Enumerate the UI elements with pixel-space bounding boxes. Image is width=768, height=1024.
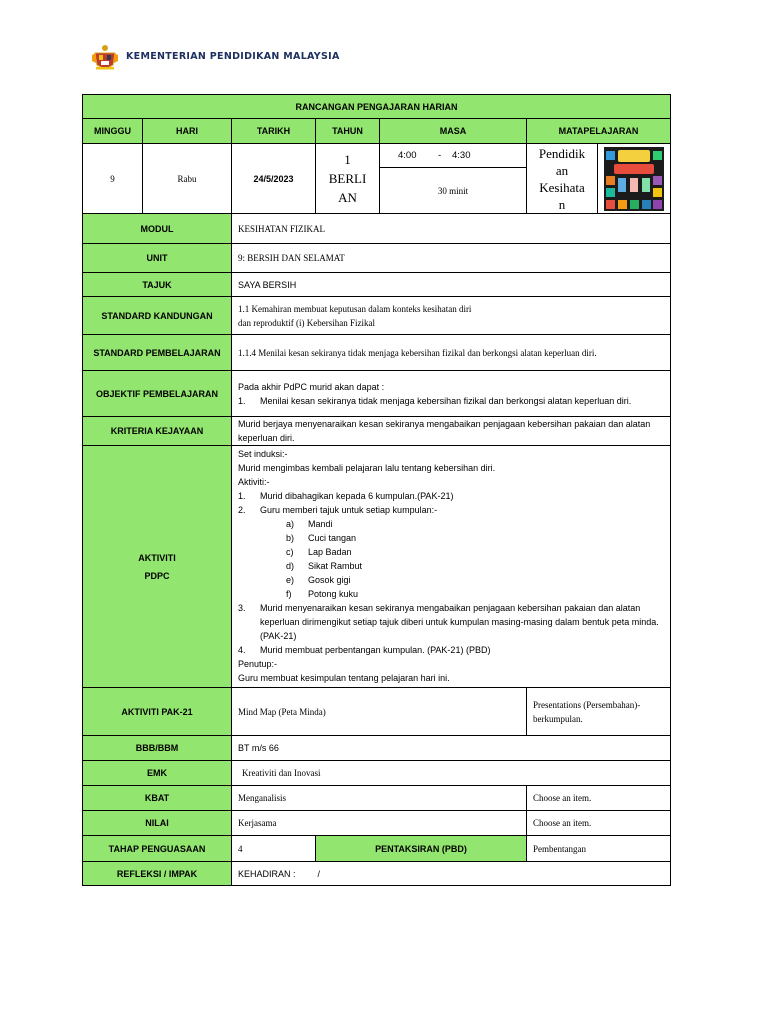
tajuk-value: SAYA BERSIH (232, 273, 671, 297)
tahap-value: 4 (232, 836, 316, 862)
topic-item: b) Cuci tangan (286, 533, 357, 543)
standard-pembelajaran-value: 1.1.4 Menilai kesan sekiranya tidak menjaga kebersihan fizikal dan berkongsi alatan keperluan diri. (232, 335, 671, 371)
refleksi-value: KEHADIRAN : / (232, 862, 671, 886)
pak21-value-a: Mind Map (Peta Minda) (232, 688, 527, 736)
table-title: RANCANGAN PENGAJARAN HARIAN (83, 95, 671, 119)
kbat-value-a: Menganalisis (232, 786, 527, 811)
ministry-name: KEMENTERIAN PENDIDIKAN MALAYSIA (126, 50, 340, 62)
emk-value: Kreativiti dan Inovasi (232, 761, 671, 786)
aktiviti-value: Set induksi:- Murid mengimbas kembali pelajaran lalu tentang kebersihan diri. Aktiviti:- 1. Murid dibahagikan kepada 6 kumpulan.(PAK-21) 2. Guru memberi tajuk untuk setiap kumpulan:- a) Mandi b) Cuci tangan c) Lap Badan d) Sikat Rambut e) Gosok gigi f) Potong kuku 3. Murid menyenaraikan kesan sekiranya mengabaikan penjagaan kebersihan pakaian dan alatan keperluan dirimengikut setiap tajuk diberi untuk kumpulan masing-masing dalam bentuk peta minda. (PAK-21) 4. Murid membuat perbentangan kumpulan. (PAK-21) (PBD) Penutup:- Guru membuat kesimpulan tentang pelajaran hari ini. (232, 446, 671, 688)
label-bbb: BBB/BBM (83, 736, 232, 761)
pak21-value-b: Presentations (Persembahan)-berkumpulan. (527, 688, 671, 736)
label-emk: EMK (83, 761, 232, 786)
bbb-value: BT m/s 66 (232, 736, 671, 761)
unit-value: 9: BERSIH DAN SELAMAT (232, 244, 671, 273)
label-refleksi: REFLEKSI / IMPAK (83, 862, 232, 886)
col-masa: MASA (380, 119, 527, 144)
label-objektif: OBJEKTIF PEMBELAJARAN (83, 371, 232, 417)
col-minggu: MINGGU (83, 119, 143, 144)
label-kbat: KBAT (83, 786, 232, 811)
label-standard-pembelajaran: STANDARD PEMBELAJARAN (83, 335, 232, 371)
label-modul: MODUL (83, 214, 232, 244)
subject-value: Pendidik an Kesihata n (527, 144, 598, 214)
modul-value: KESIHATAN FIZIKAL (232, 214, 671, 244)
minggu-value: 9 (83, 144, 143, 214)
nilai-dropdown[interactable]: Choose an item. (527, 811, 671, 836)
label-tajuk: TAJUK (83, 273, 232, 297)
coat-of-arms-icon (90, 41, 120, 71)
label-nilai: NILAI (83, 811, 232, 836)
masa-duration: 30 minit (380, 168, 527, 214)
label-unit: UNIT (83, 244, 232, 273)
tarikh-value: 24/5/2023 (232, 144, 316, 214)
topic-item: f) Potong kuku (286, 589, 359, 599)
topic-item: e) Gosok gigi (286, 575, 351, 585)
col-tahun: TAHUN (316, 119, 380, 144)
textbook-cover-cell (598, 144, 671, 214)
col-hari: HARI (143, 119, 232, 144)
pentaksiran-value: Pembentangan (527, 836, 671, 862)
kriteria-value: Murid berjaya menyenaraikan kesan sekiranya mengabaikan penjagaan kebersihan pakaian dan alatan keperluan diri. (232, 417, 671, 446)
label-aktiviti-pak21: AKTIVITI PAK-21 (83, 688, 232, 736)
label-pentaksiran: PENTAKSIRAN (PBD) (316, 836, 527, 862)
kbat-dropdown[interactable]: Choose an item. (527, 786, 671, 811)
topic-item: c) Lap Badan (286, 547, 352, 557)
hari-value: Rabu (143, 144, 232, 214)
col-tarikh: TARIKH (232, 119, 316, 144)
standard-kandungan-value: 1.1 Kemahiran membuat keputusan dalam konteks kesihatan diri dan reproduktif (i) Kebersihan Fizikal (232, 297, 671, 335)
col-matapelajaran: MATAPELAJARAN (527, 119, 671, 144)
label-aktiviti: AKTIVITI PDPC (83, 446, 232, 688)
label-standard-kandungan: STANDARD KANDUNGAN (83, 297, 232, 335)
page-header (90, 40, 340, 72)
textbook-cover-image (604, 147, 664, 211)
label-tahap: TAHAP PENGUASAAN (83, 836, 232, 862)
tahun-value: 1 BERLI AN (316, 144, 380, 214)
nilai-value-a: Kerjasama (232, 811, 527, 836)
topic-item: d) Sikat Rambut (286, 561, 363, 571)
objektif-value: Pada akhir PdPC murid akan dapat : 1. Menilai kesan sekiranya tidak menjaga kebersihan fizikal dan berkongsi alatan keperluan diri. (232, 371, 671, 417)
lesson-plan-table (82, 94, 671, 886)
masa-time: 4:00 - 4:30 (380, 144, 527, 168)
label-kriteria: KRITERIA KEJAYAAN (83, 417, 232, 446)
topic-item: a) Mandi (286, 519, 333, 529)
